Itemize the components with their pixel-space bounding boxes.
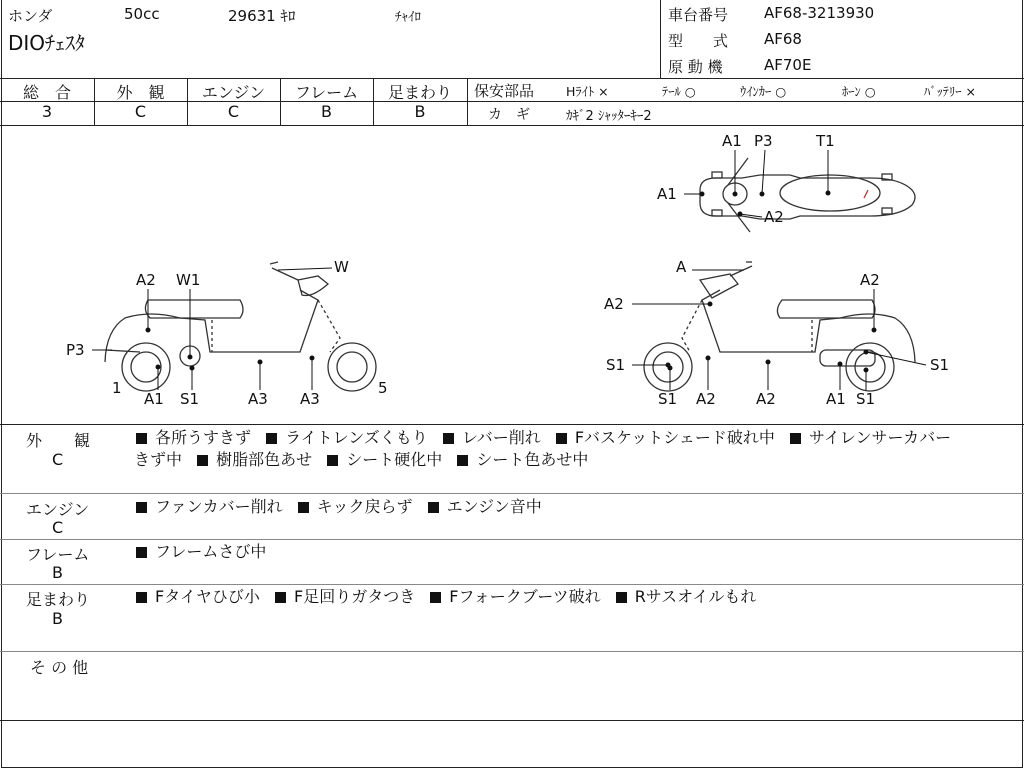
note-item: Fタイヤひび小 <box>155 587 260 606</box>
note-item: サイレンサーカバー <box>809 428 952 447</box>
safety-item-winker: ｳｲﾝｶｰ ○ <box>740 84 787 99</box>
diagram-label: 5 <box>378 379 388 397</box>
frame-grade: B <box>321 102 332 121</box>
suspension-note-grade: B <box>52 609 63 628</box>
key-label: カ ギ <box>488 107 530 123</box>
diagram-label: T1 <box>816 132 835 150</box>
exterior-notes-line2 <box>134 449 588 471</box>
type-value: AF68 <box>764 30 802 48</box>
top-view-markers <box>684 150 830 217</box>
header-divider <box>660 0 661 78</box>
suspension-grade: B <box>414 102 426 121</box>
note-item: レバー削れ <box>461 428 541 447</box>
right-view-markers <box>632 270 926 390</box>
note-item: シート色あせ中 <box>476 450 589 469</box>
diagram-label: A1 <box>722 132 742 150</box>
diagram-label: A2 <box>764 208 784 226</box>
exterior-grade: C <box>134 102 147 121</box>
engine-grade-label: エンジン <box>201 83 266 102</box>
frame-no-label: 車台番号 <box>668 6 729 24</box>
other-note-label: そ の 他 <box>30 658 89 677</box>
diagram-label: A2 <box>696 390 716 408</box>
exterior-note-label: 外 観 <box>26 431 91 450</box>
note-item: 樹脂部色あせ <box>216 450 313 469</box>
safety-label: 保安部品 <box>474 82 535 100</box>
diagram-label: S1 <box>856 390 876 408</box>
safety-item-tail: ﾃｰﾙ ○ <box>662 84 696 99</box>
safety-item-headlight: Hﾗｲﾄ × <box>566 84 609 99</box>
note-item: ファンカバー削れ <box>155 497 283 516</box>
diagram-label: A2 <box>860 271 880 289</box>
maker: ホンダ <box>8 7 53 25</box>
diagram-label: S1 <box>180 390 200 408</box>
diagram-label: S1 <box>606 356 626 374</box>
diagram-label: A2 <box>136 271 156 289</box>
exterior-note-grade: C <box>52 450 64 469</box>
total-grade: 3 <box>41 102 53 121</box>
diagram-label: W1 <box>176 271 201 289</box>
note-item: Fフォークブーツ破れ <box>449 587 601 606</box>
note-item: シート硬化中 <box>346 450 443 469</box>
note-item: フレームさび中 <box>155 542 267 561</box>
model-name: DIOﾁｪｽﾀ <box>8 31 86 55</box>
mileage: 29631 ｷﾛ <box>228 7 296 25</box>
suspension-note-label: 足まわり <box>26 590 91 609</box>
key-value: ｶｷﾞ2 ｼｬｯﾀｰｷｰ2 <box>566 109 652 124</box>
frame-no: AF68-3213930 <box>764 4 875 22</box>
diagram-label: A3 <box>248 390 268 408</box>
frame-note-label: フレーム <box>26 545 90 564</box>
diagram-label: A1 <box>826 390 846 408</box>
diagram-label: S1 <box>930 356 950 374</box>
diagram-label: A3 <box>300 390 320 408</box>
suspension-grade-label: 足まわり <box>387 83 452 102</box>
diagram-label: A1 <box>144 390 164 408</box>
diagram-label: W <box>334 258 349 276</box>
frame-notes <box>136 541 266 563</box>
diagram-label: A <box>676 258 687 276</box>
displacement: 50cc <box>124 5 160 23</box>
engine-model-value: AF70E <box>764 56 812 74</box>
diagram-label: S1 <box>658 390 678 408</box>
damage-diagram <box>0 126 1024 424</box>
diagram-label: P3 <box>66 341 85 359</box>
note-item: 各所うすきず <box>155 428 252 447</box>
engine-grade: C <box>227 102 240 121</box>
note-item: Fバスケットシェード破れ中 <box>574 428 775 447</box>
diagram-label: A1 <box>657 185 677 203</box>
engine-note-grade: C <box>52 518 64 537</box>
note-item: キック戻らず <box>316 497 413 516</box>
engine-model-label: 原 動 機 <box>668 58 723 76</box>
note-item: F足回りガタつき <box>293 587 416 606</box>
suspension-notes <box>136 586 756 608</box>
type-label: 型 式 <box>668 32 729 50</box>
color: ﾁｬｲﾛ <box>395 10 421 25</box>
scooter-top-view <box>700 158 915 232</box>
frame-grade-label: フレーム <box>294 83 359 102</box>
exterior-grade-label: 外 観 <box>116 83 165 102</box>
diagram-label: A2 <box>604 295 624 313</box>
diagram-label: 1 <box>112 379 122 397</box>
safety-item-horn: ﾎｰﾝ ○ <box>842 84 876 99</box>
diagram-label: A2 <box>756 390 776 408</box>
note-item: きず中 <box>134 450 183 469</box>
note-item: エンジン音中 <box>446 497 542 516</box>
engine-notes <box>136 496 542 518</box>
diagram-label: P3 <box>754 132 773 150</box>
safety-item-battery: ﾊﾞｯﾃﾘｰ × <box>924 84 976 99</box>
frame-note-grade: B <box>52 563 63 582</box>
total-grade-label: 総 合 <box>22 83 71 102</box>
note-item: Rサスオイルもれ <box>634 587 757 606</box>
exterior-notes-line1 <box>136 427 951 449</box>
engine-note-label: エンジン <box>26 500 90 519</box>
note-item: ライトレンズくもり <box>285 428 428 447</box>
